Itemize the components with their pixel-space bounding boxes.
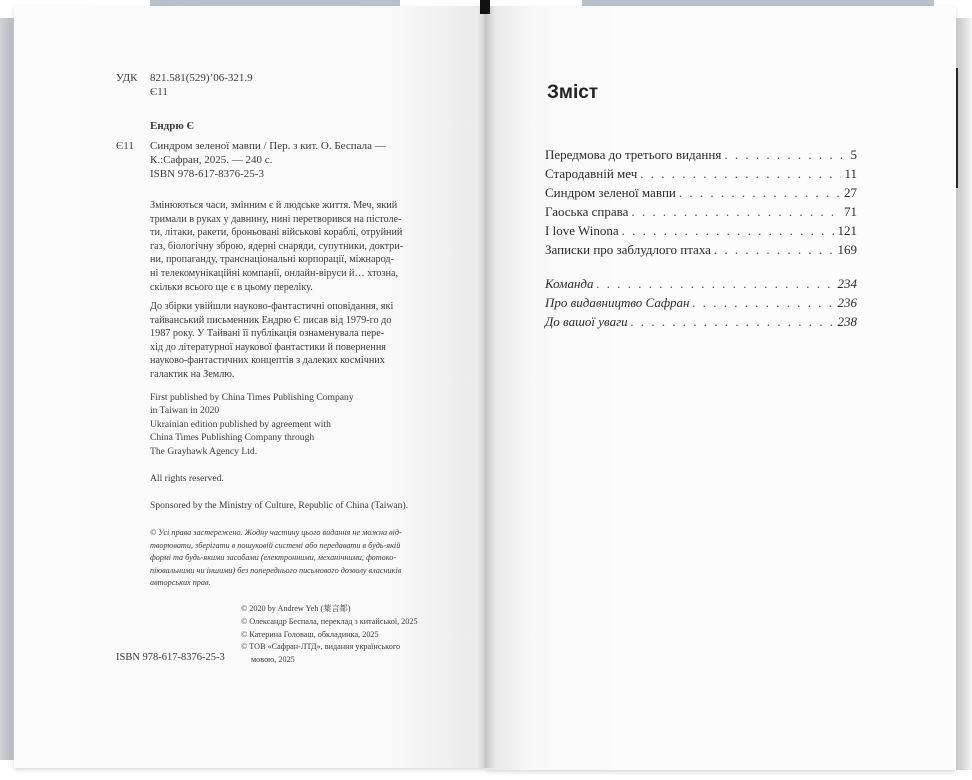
english-publication-note: First published by China Times Publishing Company in Taiwan in 2020 Ukrainian edition published by agreement with China Times Publishing Company through The Grayhawk Agency Ltd. xyxy=(150,392,354,457)
table-of-contents-extra xyxy=(545,274,857,331)
isbn-bottom: ISBN 978-617-8376-25-3 xyxy=(116,652,225,663)
book-gutter xyxy=(478,6,496,768)
all-rights-reserved: All rights reserved. xyxy=(150,473,224,484)
right-page xyxy=(486,6,956,770)
annotation-paragraph-1: Змінюються часи, змінним є й людське життя. Меч, який тримали в руках у давнину, нині перетворився на пістоле- ти, літаки, ракети, броньовані військові кораблі, отруйний газ, біологічну зброю, ядерні снаряди, супутники, доктри- ни, пропаганду, транснаціональні корпорації, міжнарод- ні телекомунікаційні компанії, онлайн-віруси й… хтозна, скільки всього ще є в цьому переліку. xyxy=(150,200,404,293)
catalog-title-line2: К.:Сафран, 2025. — 240 с. xyxy=(150,154,273,166)
udk-sub: Є11 xyxy=(150,86,168,98)
annotation-paragraph-2: До збірки увійшли науково-фантастичні оповідання, які тайванський письменник Ендрю Є писав від 1979-го до 1987 року. У Тайвані її публікація ознаменувала пере- хід до літературної наукової фантастики й повернення науково-фантастичних концептів з далеких космічних галактик на Землю. xyxy=(150,301,394,380)
toc-entry[interactable]: Передмова до третього видання . . . 5 xyxy=(545,145,857,164)
bbk-code: Є11 xyxy=(116,140,134,152)
bookmark-ribbon xyxy=(480,0,490,14)
catalog-title-line1: Синдром зеленої мавпи / Пер. з кит. О. Беспала — xyxy=(150,140,386,152)
toc-entry[interactable]: Стародавній меч . . . 11 xyxy=(545,164,857,183)
contents-title: Зміст xyxy=(547,82,599,103)
sponsor-note: Sponsored by the Ministry of Culture, Republic of China (Taiwan). xyxy=(150,500,409,511)
author-name: Ендрю Є xyxy=(150,120,194,132)
toc-entry[interactable]: I love Winona . . . 121 xyxy=(545,221,857,240)
toc-extra-entry[interactable]: До вашої уваги . . . 238 xyxy=(545,312,857,331)
toc-entry[interactable]: Гаоська справа . . . 71 xyxy=(545,202,857,221)
udk-value: 821.581(529)’06-321.9 xyxy=(150,72,253,84)
copyright-warning: © Усі права застережено. Жодну частину цього видання не можна від- творювати, зберігати в пошуковій системі або передавати в будь-якій формі та будь-якими засобами (електронними, механічними, фотоко- піювальними чи іншими) без попереднього письмового дозволу власників авторських прав. xyxy=(150,528,402,588)
udk-label: УДК xyxy=(116,72,138,84)
toc-extra-entry[interactable]: Команда . . . 234 xyxy=(545,274,857,293)
toc-entry[interactable]: Синдром зеленої мавпи . . . 27 xyxy=(545,183,857,202)
catalog-isbn: ISBN 978-617-8376-25-3 xyxy=(150,168,264,180)
toc-entry[interactable]: Записки про заблудлого птаха . . . 169 xyxy=(545,240,857,259)
table-of-contents xyxy=(545,145,857,259)
copyright-holders: © 2020 by Andrew Yeh (葉言都) © Олександр Беспала, переклад з китайської, 2025 © Катерина Головаш, обкладинка, 2025 © ТОВ «Сафран-ЛТД», видання українського мовою, 2025 xyxy=(241,604,418,665)
toc-extra-entry[interactable]: Про видавництво Сафран . . . 236 xyxy=(545,293,857,312)
